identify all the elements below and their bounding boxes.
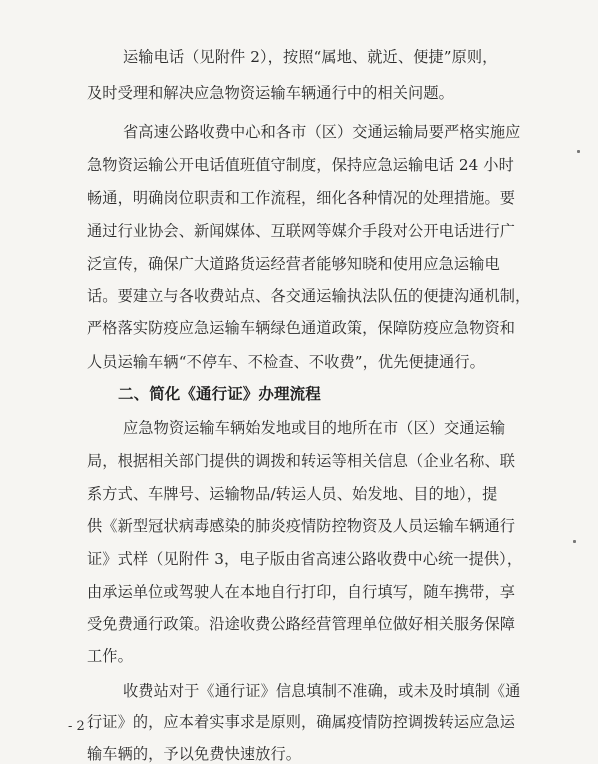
paragraph-2-line-1: 省高速公路收费中心和各市（区）交通运输局要严格实施应 [123, 123, 521, 141]
paragraph-3-line-8: 工作。 [87, 647, 133, 665]
paragraph-3-line-5: 证》式样（见附件 3，电子版由省高速公路收费中心统一提供）， [87, 550, 523, 568]
scan-speck [577, 150, 580, 153]
paragraph-4-line-3: 输车辆的，予以免费快速放行。 [87, 745, 302, 763]
paragraph-1-line-1: 运输电话（见附件 2），按照“属地、就近、便捷”原则， [123, 48, 498, 66]
scan-speck [573, 540, 576, 543]
paragraph-3-line-2: 局，根据相关部门提供的调拨和转运等相关信息（企业名称、联 [87, 452, 516, 470]
paragraph-3-line-1: 应急物资运输车辆始发地或目的地所在市（区）交通运输 [123, 419, 506, 437]
paragraph-2-line-2: 急物资运输公开电话值班值守制度，保持应急运输电话 24 小时 [87, 156, 514, 174]
section-heading: 二、简化《通行证》办理流程 [118, 385, 321, 403]
paragraph-4-line-2: 行证》的，应本着实事求是原则，确属疫情防控调拨转运应急运 [87, 713, 516, 731]
paragraph-2-line-4: 通过行业协会、新闻媒体、互联网等媒介手段对公开电话进行广 [87, 222, 516, 240]
paragraph-2-line-5: 泛宣传，确保广大道路货运经营者能够知晓和使用应急运输电 [87, 255, 500, 273]
paragraph-3-line-4: 供《新型冠状病毒感染的肺炎疫情防控物资及人员运输车辆通行 [87, 517, 516, 535]
page-number: - 2 - [68, 719, 94, 734]
paragraph-4-line-1: 收费站对于《通行证》信息填制不准确，或未及时填制《通 [123, 682, 521, 700]
paragraph-2-line-6: 话。要建立与各收费站点、各交通运输执法队伍的便捷沟通机制， [87, 287, 531, 305]
paragraph-1-line-2: 及时受理和解决应急物资运输车辆通行中的相关问题。 [87, 84, 454, 102]
paragraph-2-line-7: 严格落实防疫应急运输车辆绿色通道政策，保障防疫应急物资和 [87, 319, 516, 337]
paragraph-3-line-7: 受免费通行政策。沿途收费公路经营管理单位做好相关服务保障 [87, 615, 516, 633]
paragraph-2-line-8: 人员运输车辆“不停车、不检查、不收费”，优先便捷通行。 [87, 353, 485, 371]
paragraph-3-line-3: 系方式、车牌号、运输物品/转运人员、始发地、目的地），提 [87, 485, 498, 503]
paragraph-2-line-3: 畅通，明确岗位职责和工作流程，细化各种情况的处理措施。要 [87, 189, 516, 207]
paragraph-3-line-6: 由承运单位或驾驶人在本地自行打印，自行填写，随车携带，享 [87, 583, 516, 601]
